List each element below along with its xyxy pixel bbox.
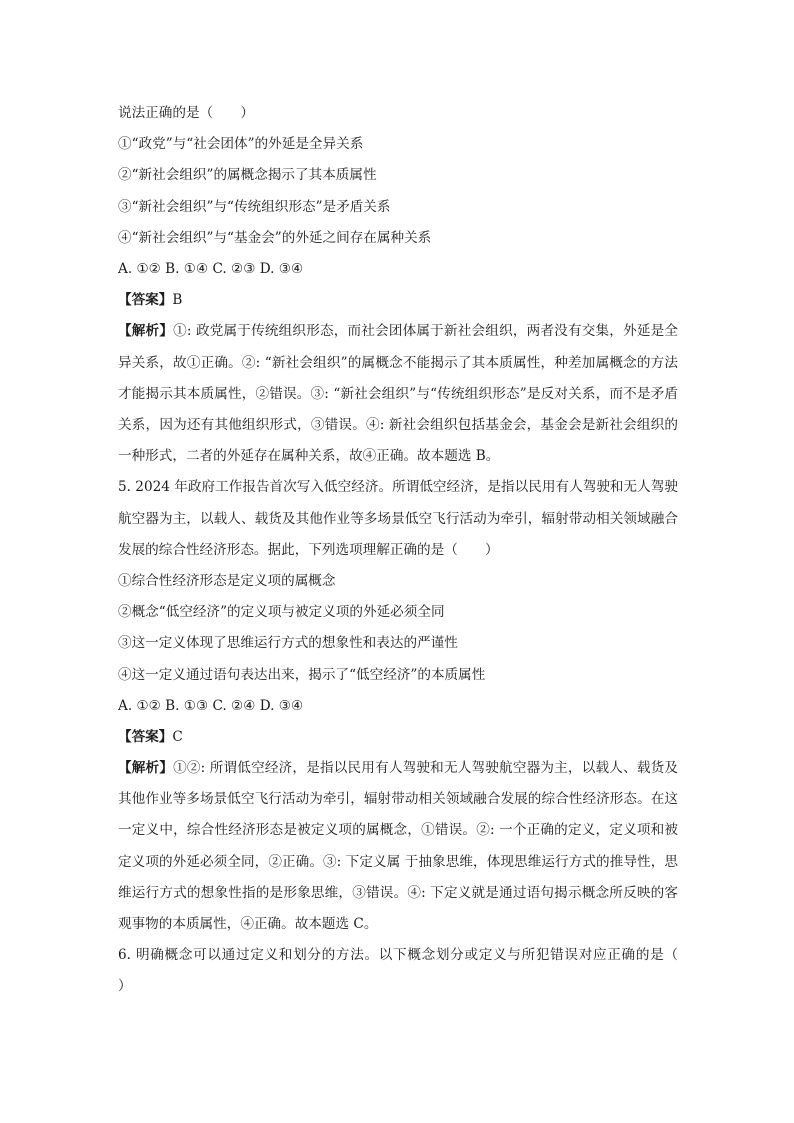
q4-item-2: ②“新社会组织”的属概念揭示了其本质属性 [118,167,377,184]
q5-item-4: ④这一定义通过语句表达出来，揭示了“低空经济”的本质属性 [118,666,486,683]
analysis-tag: 【解析】 [118,323,174,340]
q4-item-3: ③“新社会组织”与“传统组织形态”是矛盾关系 [118,198,391,215]
q4-options: A. ①② B. ①④ C. ②③ D. ③④ [118,260,304,277]
answer-tag: 【答案】 [118,292,173,309]
q6-stem: 6. 明确概念可以通过定义和划分的方法。以下概念划分或定义与所犯错误对应正确的是（ ） [118,947,706,995]
q4-item-4: ④“新社会组织”与“基金会”的外延之间存在属种关系 [118,229,432,246]
analysis-text: ①②: 所谓低空经济，是指以民用有人驾驶和无人驾驶航空器为主，以载人、载货及其他作业等多场景低空飞行活动为牵引，辐射带动相关领域融合发展的综合性经济形态。在这一定义中，综合性经济形态是被定义项的属概念，①错误。②: 一个正确的定义，定义项和被定义项的外延必须全同，②正确。③: 下定义属 于抽象思维，体现思维运行方式的推导性，思维运行方式的想象性指的是形象思维，③错误。④: 下定义就是通过语句揭示概念所反映的客观事物的本质属性，④正确。故本题选 C。 [118,760,678,933]
analysis-text: ①: 政党属于传统组织形态，而社会团体属于新社会组织，两者没有交集，外延是全异关系，故①正确。②: “新社会组织”的属概念不能揭示了其本质属性，种差加属概念的方法才能揭示其本质属性，②错误。③: “新社会组织”与“传统组织形态”是反对关系，而不是矛盾关系，因为还有其他组织形式，③错误。④: 新社会组织包括基金会，基金会是新社会组织的一种形式，二者的外延存在属种关系，故④正确。故本题选 B。 [118,323,678,465]
q5-analysis [118,753,678,940]
q5-answer [118,722,678,753]
q5-stem: 5. 2024 年政府工作报告首次写入低空经济。所谓低空经济，是指以民用有人驾驶和无人驾驶航空器为主，以载人、载货及其他作业等多场景低空飞行活动为牵引，辐射带动相关领域融合发展的综合性经济形态。据此，下列选项理解正确的是（ ） [118,479,678,558]
q4-answer [118,285,678,316]
answer-tag: 【答案】 [118,728,173,745]
answer-value: B [172,292,183,309]
document-page [118,98,706,1003]
analysis-tag: 【解析】 [118,760,174,777]
answer-value: C [172,728,183,745]
q4-stem-tail: 说法正确的是（ ） [118,105,254,121]
q5-item-1: ①综合性经济形态是定义项的属概念 [118,572,336,589]
q5-options: A. ①② B. ①③ C. ②④ D. ③④ [118,697,304,714]
q5-item-2: ②概念“低空经济”的定义项与被定义项的外延必须全同 [118,604,445,621]
q4-item-1: ①“政党”与“社会团体”的外延是全异关系 [118,136,364,153]
q5-item-3: ③这一定义体现了思维运行方式的想象性和表达的严谨性 [118,635,458,652]
q4-analysis [118,316,678,472]
